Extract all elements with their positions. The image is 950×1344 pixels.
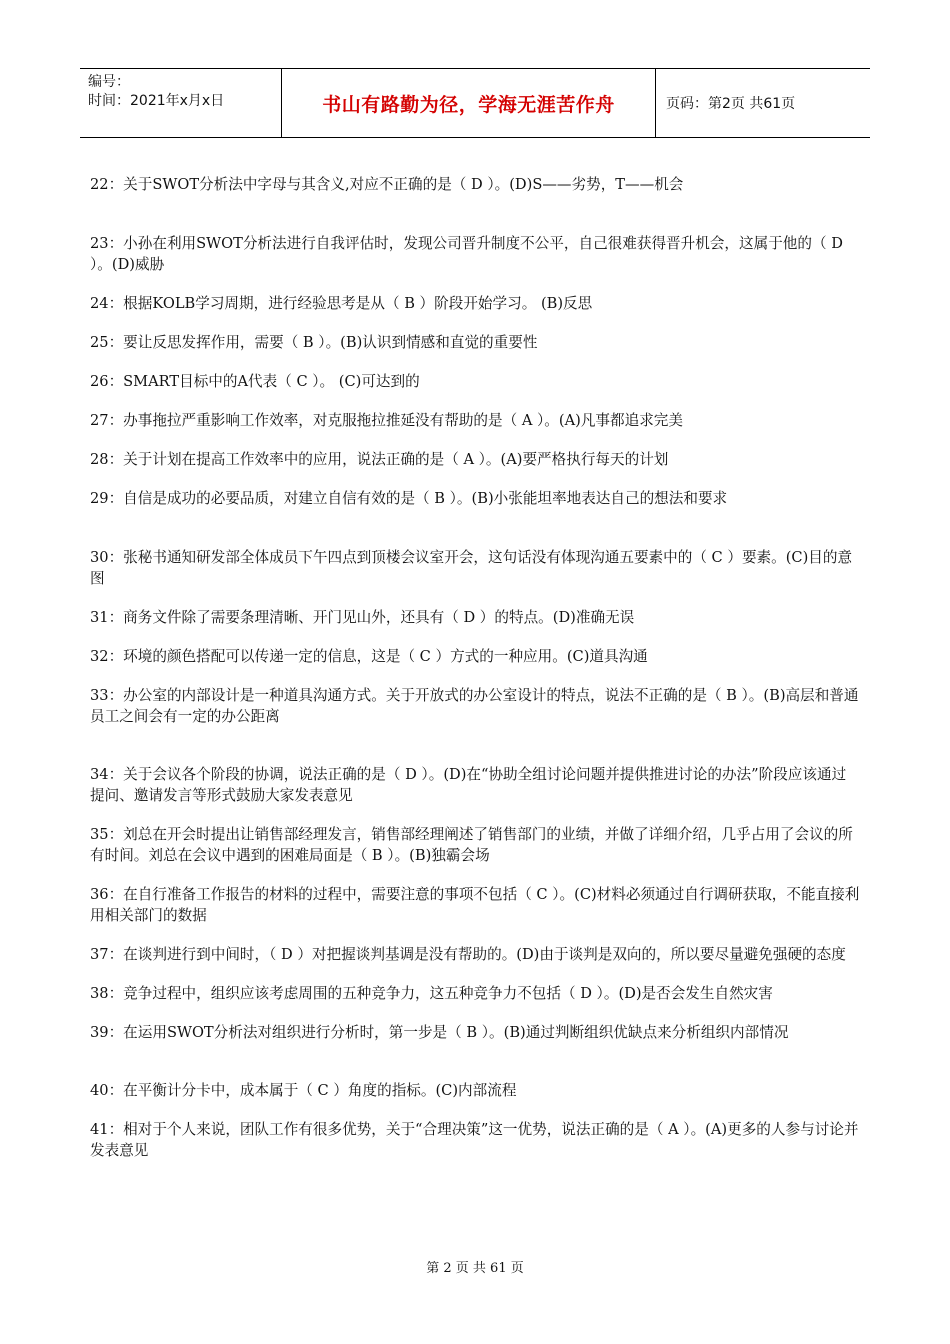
question-item: 41：相对于个人来说，团队工作有很多优势，关于“合理决策”这一优势，说法正确的是（ A ）。(A)更多的人参与讨论并发表意见 — [90, 1121, 859, 1159]
question-item: 35：刘总在开会时提出让销售部经理发言，销售部经理阐述了销售部门的业绩，并做了详细介绍，几乎占用了会议的所有时间。刘总在会议中遇到的困难局面是（ B ）。(B)独霸会场 — [90, 826, 853, 864]
question-item: 30：张秘书通知研发部全体成员下午四点到顶楼会议室开会，这句话没有体现沟通五要素中的（ C ）要素。(C)目的意图 — [90, 549, 853, 587]
question-item: 27：办事拖拉严重影响工作效率，对克服拖拉推延没有帮助的是（ A ）。(A)凡事都追求完美 — [90, 412, 683, 429]
header-date-label: 时间：2021年x月x日 — [88, 93, 225, 109]
question-item: 25：要让反思发挥作用，需要（ B ）。(B)认识到情感和直觉的重要性 — [90, 334, 538, 351]
question-item: 29：自信是成功的必要品质，对建立自信有效的是（ B ）。(B)小张能坦率地表达自己的想法和要求 — [90, 490, 728, 507]
header-page-info: 页码：第2页 共61页 — [666, 96, 796, 112]
question-item: 26：SMART目标中的A代表（ C ）。 (C)可达到的 — [90, 373, 420, 390]
question-item: 38：竞争过程中，组织应该考虑周围的五种竞争力，这五种竞争力不包括（ D ）。(D)是否会发生自然灾害 — [90, 985, 773, 1002]
question-item: 40：在平衡计分卡中，成本属于（ C ）角度的指标。(C)内部流程 — [90, 1082, 517, 1099]
header-meta — [80, 69, 282, 137]
question-item: 31：商务文件除了需要条理清晰、开门见山外，还具有（ D ）的特点。(D)准确无误 — [90, 609, 635, 626]
header-motto: 书山有路勤为径，学海无涯苦作舟 — [282, 69, 656, 137]
question-item: 24：根据KOLB学习周期，进行经验思考是从（ B ）阶段开始学习。 (B)反思 — [90, 295, 593, 312]
question-item: 39：在运用SWOT分析法对组织进行分析时，第一步是（ B ）。(B)通过判断组织优缺点来分析组织内部情况 — [90, 1024, 789, 1041]
question-item: 22：关于SWOT分析法中字母与其含义,对应不正确的是（ D ）。(D)S——劣势，T——机会 — [90, 176, 684, 193]
question-item: 32：环境的颜色搭配可以传递一定的信息，这是（ C ）方式的一种应用。(C)道具沟通 — [90, 648, 648, 665]
header-number-label: 编号： — [88, 74, 130, 90]
question-item: 28：关于计划在提高工作效率中的应用，说法正确的是（ A ）。(A)要严格执行每天的计划 — [90, 451, 669, 468]
question-item: 36：在自行准备工作报告的材料的过程中，需要注意的事项不包括（ C ）。(C)材料必须通过自行调研获取，不能直接利用相关部门的数据 — [90, 886, 860, 924]
page-header — [80, 68, 870, 138]
question-item: 23：小孙在利用SWOT分析法进行自我评估时，发现公司晋升制度不公平，自己很难获得晋升机会，这属于他的（ D ）。(D)威胁 — [90, 235, 843, 273]
question-list — [90, 174, 860, 1161]
question-item: 33：办公室的内部设计是一种道具沟通方式。关于开放式的办公室设计的特点，说法不正确的是（ B ）。(B)高层和普通员工之间会有一定的办公距离 — [90, 687, 859, 725]
question-item: 37：在谈判进行到中间时，（ D ）对把握谈判基调是没有帮助的。(D)由于谈判是双向的，所以要尽量避免强硬的态度 — [90, 946, 846, 963]
question-item: 34：关于会议各个阶段的协调，说法正确的是（ D ）。(D)在“协助全组讨论问题并提供推进讨论的办法”阶段应该通过提问、邀请发言等形式鼓励大家发表意见 — [90, 766, 847, 804]
page-footer: 第 2 页 共 61 页 — [426, 1261, 524, 1276]
